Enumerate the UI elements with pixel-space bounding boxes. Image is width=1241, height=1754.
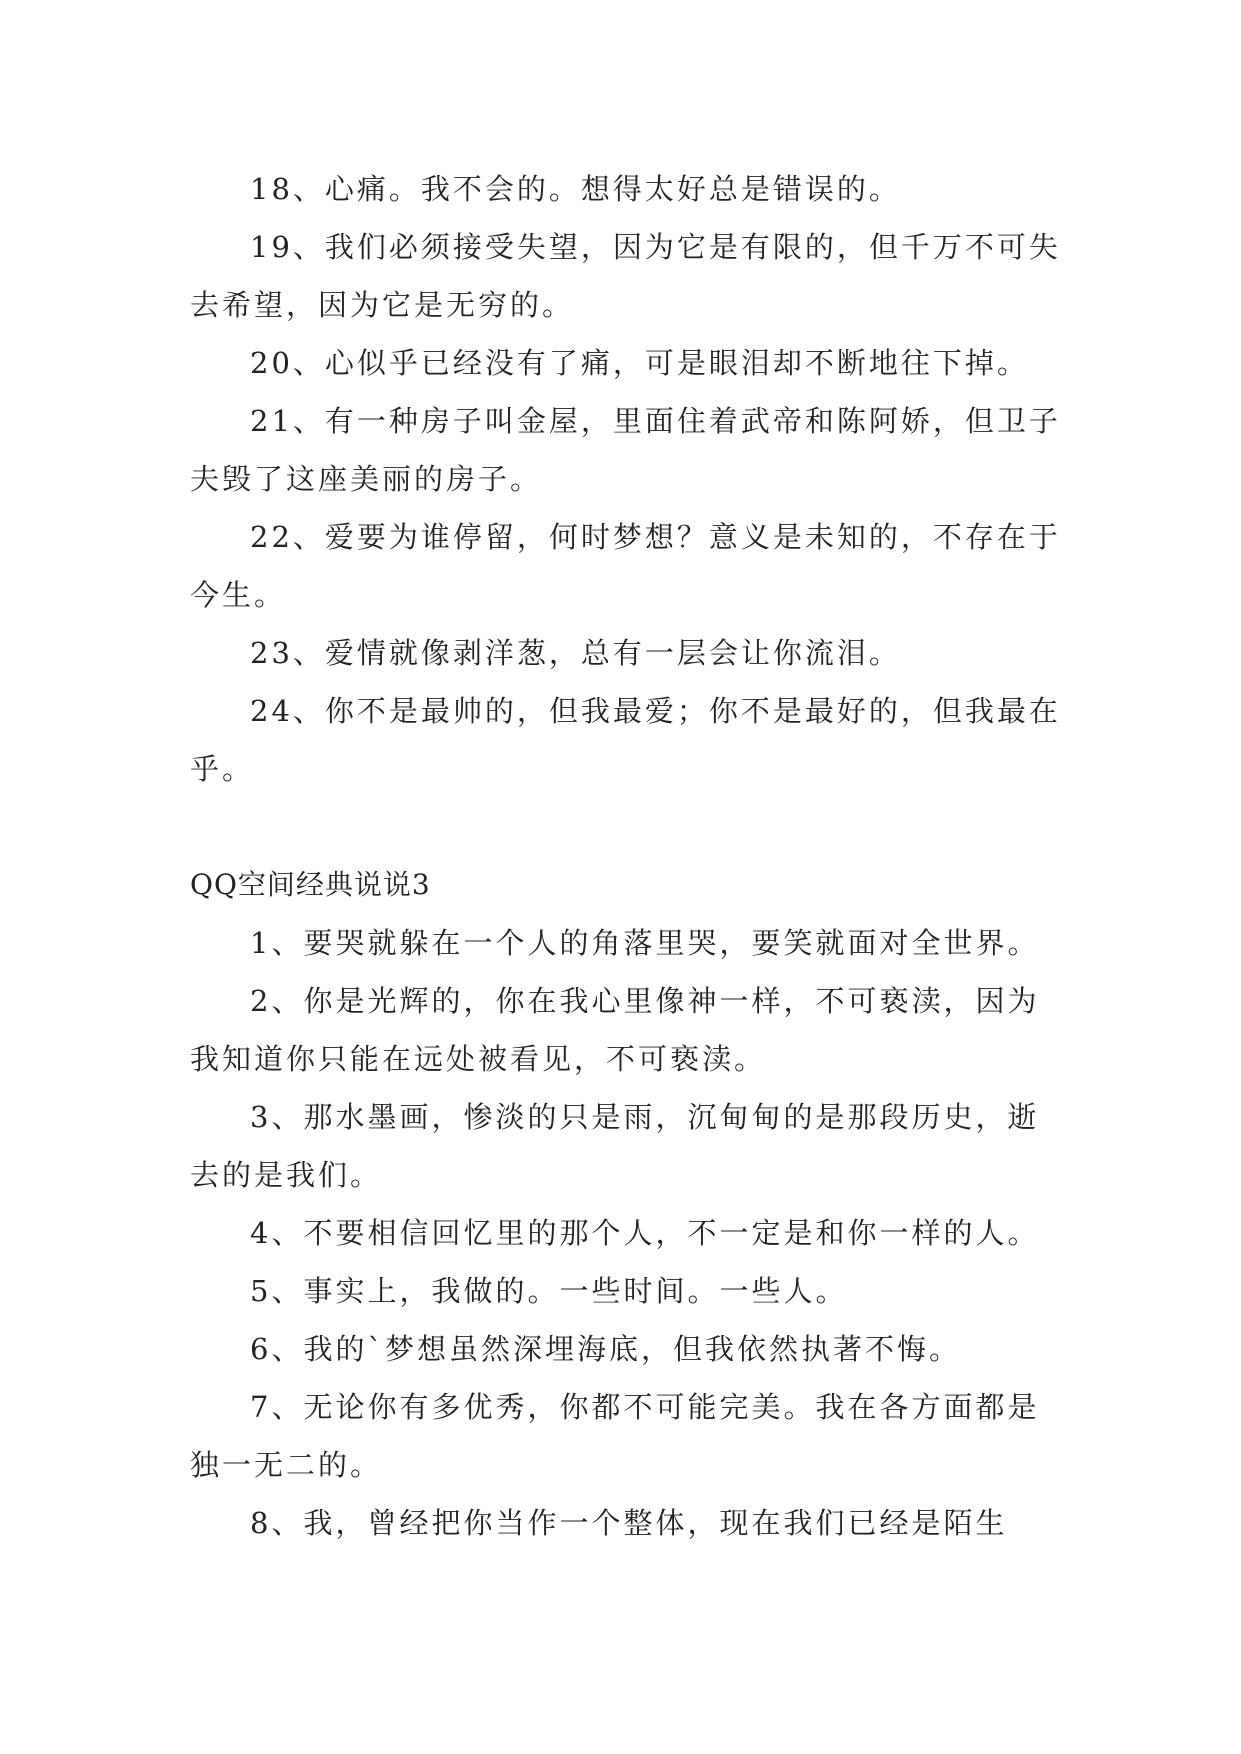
paragraph-5: 5、事实上，我做的。一些时间。一些人。	[250, 1274, 848, 1308]
section-spacer	[190, 798, 1070, 856]
paragraph-2: 2、你是光辉的，你在我心里像神一样，不可亵渎，因为我知道你只能在远处被看见，不可亵渎。	[190, 984, 1040, 1076]
paragraph-1: 1、要哭就躲在一个人的角落里哭，要笑就面对全世界。	[250, 926, 1040, 960]
paragraph-7: 7、无论你有多优秀，你都不可能完美。我在各方面都是独一无二的。	[190, 1390, 1040, 1482]
paragraph-8: 8、我，曾经把你当作一个整体，现在我们已经是陌生	[250, 1506, 1008, 1540]
paragraph-6: 6、我的`梦想虽然深埋海底，但我依然执著不悔。	[250, 1332, 961, 1366]
paragraph-18: 18、心痛。我不会的。想得太好总是错误的。	[250, 172, 901, 206]
paragraph-24: 24、你不是最帅的，但我最爱；你不是最好的，但我最在乎。	[190, 694, 1061, 786]
paragraph-4: 4、不要相信回忆里的那个人，不一定是和你一样的人。	[250, 1216, 1040, 1250]
paragraph-20: 20、心似乎已经没有了痛，可是眼泪却不断地往下掉。	[250, 346, 1029, 380]
paragraph-23: 23、爱情就像剥洋葱，总有一层会让你流泪。	[250, 636, 901, 670]
paragraph-21: 21、有一种房子叫金屋，里面住着武帝和陈阿娇，但卫子夫毁了这座美丽的房子。	[190, 404, 1061, 496]
document-body	[190, 160, 1070, 1552]
paragraph-22: 22、爱要为谁停留，何时梦想？意义是未知的，不存在于今生。	[190, 520, 1061, 612]
paragraph-19: 19、我们必须接受失望，因为它是有限的，但千万不可失去希望，因为它是无穷的。	[190, 230, 1061, 322]
section-heading: QQ空间经典说说3	[190, 868, 431, 901]
paragraph-3: 3、那水墨画，惨淡的只是雨，沉甸甸的是那段历史，逝去的是我们。	[190, 1100, 1040, 1192]
